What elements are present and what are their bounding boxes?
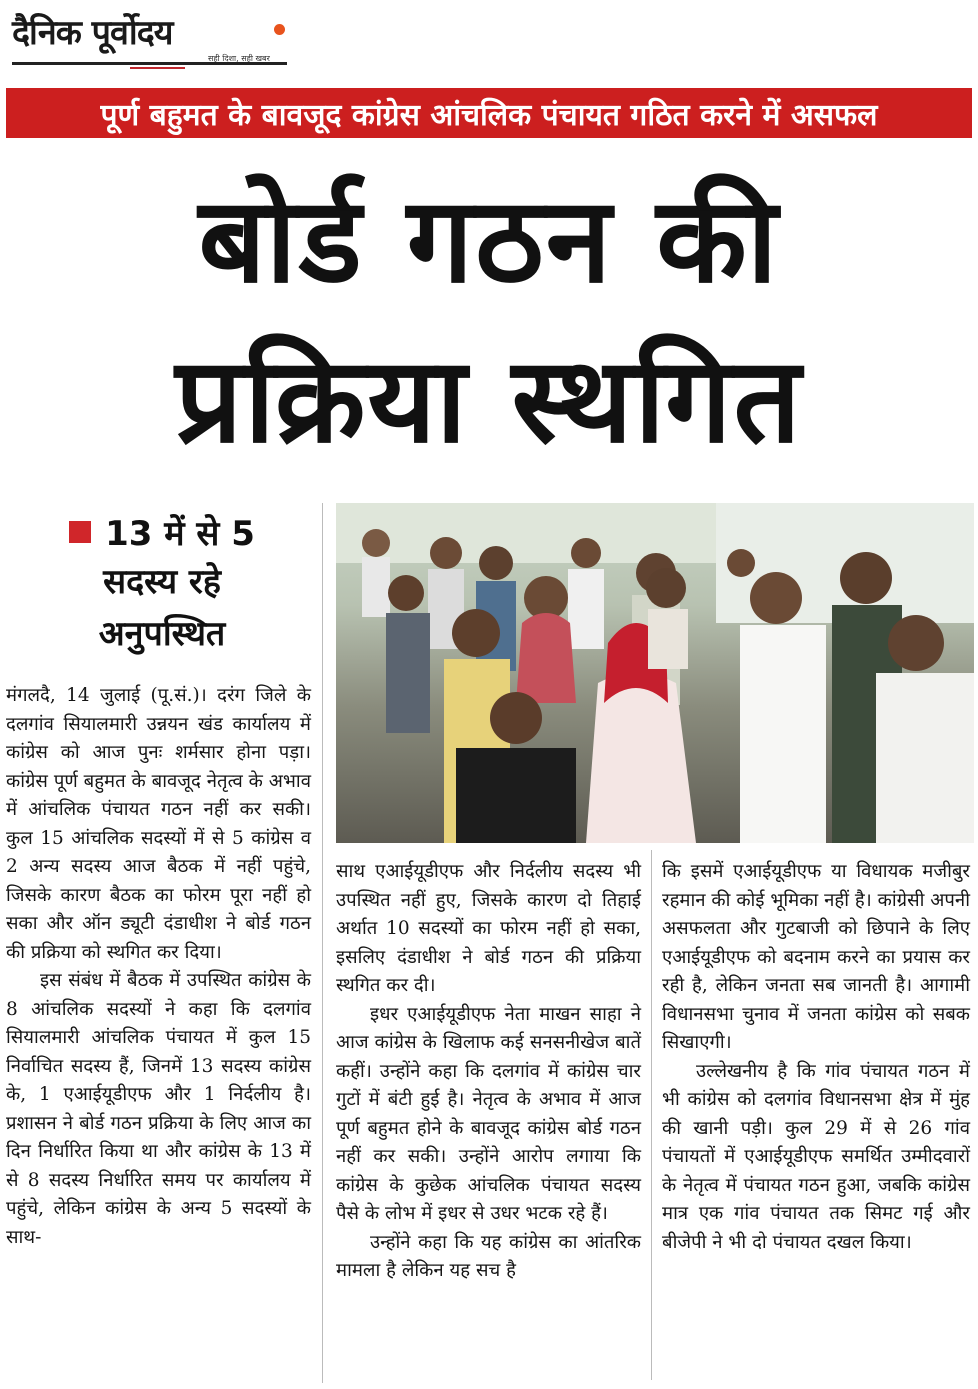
headline-line-1: बोर्ड गठन की (198, 171, 780, 309)
paragraph: इधर एआईयूडीएफ नेता माखन साहा ने आज कांग्रेस के खिलाफ कई सनसनीखेज बातें कहीं। उन्होंने कहा कि दलगांव में कांग्रेस चार गुटों में बंटी हुई है। नेतृत्व के अभाव में आज पूर्ण बहुमत होने के बावजूद कांग्रेस बोर्ड गठन नहीं कर सकी। उन्होंने आरोप लगाया कि कांग्रेस के कुछेक आंचलिक पंचायत सदस्य पैसे के लोभ में इधर से उधर भटक रहे हैं। (336, 1003, 641, 1224)
column-divider (651, 850, 652, 1380)
subheading-line-2: सदस्य रहे (103, 562, 221, 602)
news-photo-people-crowd-icon (336, 503, 974, 843)
subheading (12, 508, 312, 660)
masthead-accent-rule (130, 67, 185, 69)
subheading-line-1 (12, 508, 312, 556)
column-divider (322, 503, 323, 1383)
masthead-title: दैनिक पूर्वोदय (12, 13, 173, 53)
subheading-line-3: अनुपस्थित (98, 614, 226, 654)
masthead-dot-icon (274, 24, 285, 35)
paragraph: उन्होंने कहा कि यह कांग्रेस का आंतरिक मामला है लेकिन यह सच है (336, 1231, 641, 1281)
headline (0, 160, 978, 480)
masthead (12, 8, 292, 72)
article-column-1 (6, 682, 311, 1252)
news-photo (336, 503, 974, 843)
kicker-banner: पूर्ण बहुमत के बावजूद कांग्रेस आंचलिक पंचायत गठित करने में असफल (6, 88, 972, 138)
paragraph: साथ एआईयूडीएफ और निर्दलीय सदस्य भी उपस्थित नहीं हुए, जिसके कारण दो तिहाई अर्थात 10 सदस्यों का फोरम नहीं हो सका, इसलिए दंडाधीश ने बोर्ड गठन की प्रक्रिया स्थगित कर दी। (336, 861, 641, 996)
headline-line-2: प्रक्रिया स्थगित (175, 331, 803, 469)
paragraph: कि इसमें एआईयूडीएफ या विधायक मजीबुर रहमान की कोई भूमिका नहीं है। कांग्रेसी अपनी असफलता और गुटबाजी को छिपाने के लिए एआईयूडीएफ को बदनाम करने का प्रयास कर रही है, लेकिन जनता सब जानती है। आगामी विधानसभा चुनाव में जनता कांग्रेस को सबक सिखाएगी। (662, 861, 970, 1053)
article-column-2 (336, 858, 641, 1286)
bullet-square-icon (69, 521, 91, 543)
article-column-3 (662, 858, 970, 1257)
paragraph: मंगलदै, 14 जुलाई (पू.सं.)। दरंग जिले के दलगांव सियालमारी उन्नयन खंड कार्यालय में कांग्रेस को आज पुनः शर्मसार होना पड़ा। कांग्रेस पूर्ण बहुमत के बावजूद नेतृत्व के अभाव में आंचलिक पंचायत गठन नहीं कर सकी। कुल 15 आंचलिक सदस्यों में से 5 कांग्रेस व 2 अन्य सदस्य आज बैठक में नहीं पहुंचे, जिसके कारण बैठक का फोरम पूरा नहीं हो सका और ऑन ड्यूटी दंडाधीश ने बोर्ड गठन की प्रक्रिया को स्थगित कर दिया। (6, 685, 311, 963)
subheading-line-1-text: 13 में से 5 (105, 514, 255, 554)
paragraph: उल्लेखनीय है कि गांव पंचायत गठन में भी कांग्रेस को दलगांव विधानसभा क्षेत्र में मुंह की खानी पड़ी। कुल 29 में से 26 गांव पंचायतों में एआईयूडीएफ समर्थित उम्मीदवारों के नेतृत्व में पंचायत गठन हुआ, जबकि कांग्रेस मात्र एक गांव पंचायत तक सिमट गई और बीजेपी ने भी दो पंचायत दखल किया। (662, 1060, 970, 1253)
masthead-tagline: सही दिशा, सही खबर (208, 54, 270, 63)
paragraph: इस संबंध में बैठक में उपस्थित कांग्रेस के 8 आंचलिक सदस्यों ने कहा कि दलगांव सियालमारी आंचलिक पंचायत में कुल 15 निर्वाचित सदस्य हैं, जिनमें 13 सदस्य कांग्रेस के, 1 एआईयूडीएफ और 1 निर्दलीय है। प्रशासन ने बोर्ड गठन प्रक्रिया के लिए आज का दिन निर्धारित किया था और कांग्रेस के 13 में से 8 सदस्य निर्धारित समय पर कार्यालय में पहुंचे, लेकिन कांग्रेस के अन्य 5 सदस्यों के साथ- (6, 970, 311, 1248)
